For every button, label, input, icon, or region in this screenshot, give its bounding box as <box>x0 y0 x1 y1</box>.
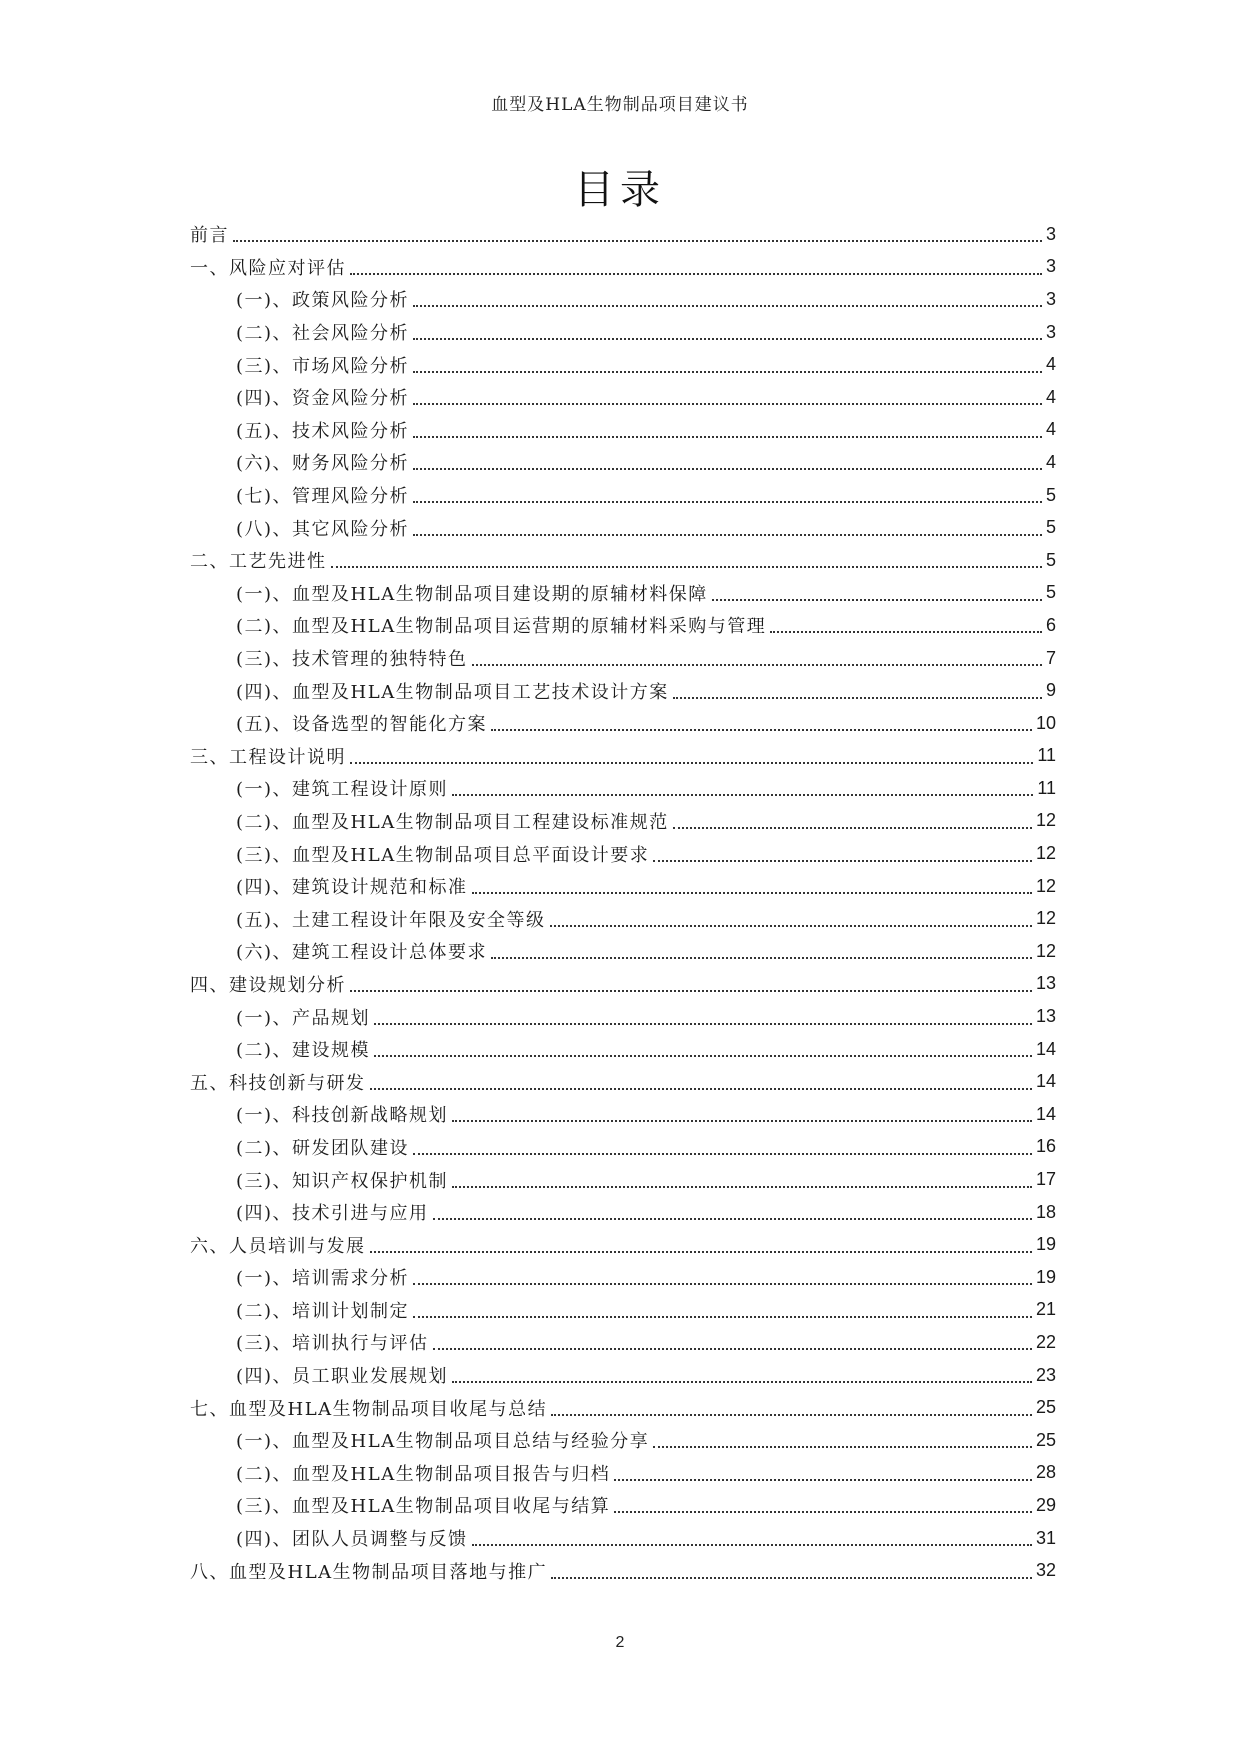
toc-entry-page: 31 <box>1035 1527 1056 1548</box>
toc-entry-page: 6 <box>1045 614 1056 635</box>
toc-entry[interactable] <box>190 707 1056 740</box>
toc-entry-title: (五)、土建工程设计年限及安全等级 <box>236 909 546 931</box>
toc-entry-page: 4 <box>1045 354 1056 375</box>
toc-dot-leader <box>413 468 1042 470</box>
toc-entry[interactable] <box>190 511 1056 544</box>
toc-dot-leader <box>472 892 1032 894</box>
toc-entry-title: (一)、血型及HLA生物制品项目总结与经验分享 <box>236 1431 650 1453</box>
toc-entry-title: 四、建设规划分析 <box>190 974 346 996</box>
toc-entry-title: (一)、产品规划 <box>236 1007 371 1029</box>
toc-dot-leader <box>614 1479 1032 1481</box>
toc-entry-title: (六)、财务风险分析 <box>236 453 410 475</box>
toc-entry[interactable] <box>190 609 1056 642</box>
toc-dot-leader <box>472 664 1042 666</box>
toc-dot-leader <box>491 729 1032 731</box>
toc-dot-leader <box>491 957 1032 959</box>
toc-dot-leader <box>433 1218 1032 1220</box>
toc-dot-leader <box>413 436 1042 438</box>
toc-entry-title: (七)、管理风险分析 <box>236 486 410 508</box>
toc-entry[interactable] <box>190 642 1056 675</box>
toc-entry-page: 25 <box>1035 1429 1056 1450</box>
toc-entry-title: (四)、技术引进与应用 <box>236 1203 429 1225</box>
toc-entry-title: (二)、培训计划制定 <box>236 1300 410 1322</box>
toc-entry-title: (一)、血型及HLA生物制品项目建设期的原辅材料保障 <box>236 583 708 605</box>
toc-dot-leader <box>452 1381 1032 1383</box>
toc-entry-page: 21 <box>1035 1299 1056 1320</box>
toc-entry-title: (三)、知识产权保护机制 <box>236 1170 449 1192</box>
toc-entry-title: (二)、血型及HLA生物制品项目运营期的原辅材料采购与管理 <box>236 616 767 638</box>
toc-dot-leader <box>233 240 1042 242</box>
toc-entry-page: 13 <box>1035 1006 1056 1027</box>
toc-entry-page: 18 <box>1035 1201 1056 1222</box>
toc-entry-page: 3 <box>1045 223 1056 244</box>
toc-entry[interactable] <box>190 577 1056 610</box>
toc-dot-leader <box>413 501 1042 503</box>
toc-entry-page: 4 <box>1045 419 1056 440</box>
toc-dot-leader <box>452 794 1033 796</box>
toc-entry-title: 一、风险应对评估 <box>190 257 346 279</box>
toc-entry-page: 4 <box>1045 451 1056 472</box>
toc-dot-leader <box>350 273 1042 275</box>
toc-entry-title: (三)、血型及HLA生物制品项目收尾与结算 <box>236 1496 611 1518</box>
toc-entry-title: (六)、建筑工程设计总体要求 <box>236 942 488 964</box>
toc-entry-title: 前言 <box>190 225 229 247</box>
toc-dot-leader <box>370 1251 1032 1253</box>
toc-entry-page: 25 <box>1035 1397 1056 1418</box>
toc-entry-page: 29 <box>1035 1494 1056 1515</box>
toc-dot-leader <box>433 1348 1032 1350</box>
toc-entry-title: 七、血型及HLA生物制品项目收尾与总结 <box>190 1398 548 1420</box>
toc-entry-page: 3 <box>1045 321 1056 342</box>
toc-entry[interactable] <box>190 479 1056 512</box>
toc-entry-page: 3 <box>1045 288 1056 309</box>
toc-entry[interactable] <box>190 1522 1056 1555</box>
toc-entry-title: (四)、资金风险分析 <box>236 388 410 410</box>
toc-entry[interactable] <box>190 1261 1056 1294</box>
toc-entry-page: 12 <box>1035 875 1056 896</box>
toc-dot-leader <box>413 371 1042 373</box>
toc-entry[interactable] <box>190 1489 1056 1522</box>
toc-entry[interactable] <box>190 1359 1056 1392</box>
toc-entry[interactable] <box>190 251 1056 284</box>
toc-entry-title: (一)、政策风险分析 <box>236 290 410 312</box>
toc-entry-title: (二)、建设规模 <box>236 1040 371 1062</box>
toc-dot-leader <box>472 1544 1032 1546</box>
toc-entry-page: 12 <box>1035 908 1056 929</box>
toc-entry-page: 23 <box>1035 1364 1056 1385</box>
toc-entry[interactable] <box>190 1098 1056 1131</box>
toc-entry[interactable] <box>190 837 1056 870</box>
toc-entry[interactable] <box>190 1196 1056 1229</box>
toc-dot-leader <box>770 631 1042 633</box>
toc-entry[interactable] <box>190 381 1056 414</box>
toc-entry-page: 11 <box>1037 777 1056 798</box>
toc-entry[interactable] <box>190 740 1056 773</box>
toc-dot-leader <box>350 990 1032 992</box>
toc-dot-leader <box>653 860 1032 862</box>
toc-entry[interactable] <box>190 316 1056 349</box>
toc-dot-leader <box>673 697 1042 699</box>
toc-entry-title: (二)、血型及HLA生物制品项目报告与归档 <box>236 1463 611 1485</box>
table-of-contents <box>190 218 1056 1587</box>
toc-entry-title: (三)、市场风险分析 <box>236 355 410 377</box>
toc-entry[interactable] <box>190 968 1056 1001</box>
toc-entry-title: 三、工程设计说明 <box>190 746 346 768</box>
toc-entry-page: 13 <box>1035 973 1056 994</box>
toc-dot-leader <box>551 1414 1032 1416</box>
toc-dot-leader <box>452 1186 1032 1188</box>
toc-dot-leader <box>413 534 1042 536</box>
toc-entry-title: 五、科技创新与研发 <box>190 1072 366 1094</box>
toc-entry[interactable] <box>190 1326 1056 1359</box>
toc-entry[interactable] <box>190 218 1056 251</box>
toc-entry-title: (五)、技术风险分析 <box>236 420 410 442</box>
toc-entry-page: 14 <box>1035 1071 1056 1092</box>
toc-entry-title: (二)、研发团队建设 <box>236 1137 410 1159</box>
toc-entry[interactable] <box>190 674 1056 707</box>
toc-entry-page: 3 <box>1045 256 1056 277</box>
toc-dot-leader <box>452 1120 1032 1122</box>
toc-entry-title: 八、血型及HLA生物制品项目落地与推广 <box>190 1561 548 1583</box>
toc-entry-page: 28 <box>1035 1462 1056 1483</box>
toc-dot-leader <box>614 1511 1032 1513</box>
toc-entry[interactable] <box>190 348 1056 381</box>
toc-entry[interactable] <box>190 1424 1056 1457</box>
toc-entry-page: 12 <box>1035 843 1056 864</box>
toc-entry-page: 10 <box>1035 712 1056 733</box>
toc-dot-leader <box>374 1023 1032 1025</box>
toc-entry-page: 5 <box>1045 549 1056 570</box>
toc-entry-page: 7 <box>1045 647 1056 668</box>
toc-entry-title: 二、工艺先进性 <box>190 551 327 573</box>
toc-entry-page: 19 <box>1035 1266 1056 1287</box>
toc-entry[interactable] <box>190 544 1056 577</box>
toc-entry-page: 5 <box>1045 582 1056 603</box>
page-number: 2 <box>615 1634 625 1651</box>
toc-entry-title: (五)、设备选型的智能化方案 <box>236 714 488 736</box>
toc-entry-title: (一)、科技创新战略规划 <box>236 1105 449 1127</box>
toc-entry[interactable] <box>190 283 1056 316</box>
toc-entry[interactable] <box>190 446 1056 479</box>
toc-entry-page: 5 <box>1045 517 1056 538</box>
toc-entry-title: (四)、员工职业发展规划 <box>236 1366 449 1388</box>
toc-entry-page: 14 <box>1035 1103 1056 1124</box>
toc-entry-page: 11 <box>1037 745 1056 766</box>
toc-entry[interactable] <box>190 1163 1056 1196</box>
toc-entry[interactable] <box>190 1457 1056 1490</box>
toc-entry[interactable] <box>190 902 1056 935</box>
toc-entry[interactable] <box>190 772 1056 805</box>
toc-dot-leader <box>413 1283 1032 1285</box>
toc-entry-page: 12 <box>1035 810 1056 831</box>
toc-entry-page: 5 <box>1045 484 1056 505</box>
toc-entry[interactable] <box>190 870 1056 903</box>
toc-title: 目录 <box>574 167 666 213</box>
toc-entry[interactable] <box>190 414 1056 447</box>
toc-entry[interactable] <box>190 1065 1056 1098</box>
toc-entry-title: 六、人员培训与发展 <box>190 1235 366 1257</box>
toc-entry-page: 4 <box>1045 386 1056 407</box>
toc-entry-title: (三)、培训执行与评估 <box>236 1333 429 1355</box>
toc-entry-page: 9 <box>1045 680 1056 701</box>
toc-entry-page: 16 <box>1035 1136 1056 1157</box>
toc-entry-page: 17 <box>1035 1169 1056 1190</box>
toc-entry-title: (四)、建筑设计规范和标准 <box>236 877 468 899</box>
toc-dot-leader <box>374 1055 1032 1057</box>
toc-entry[interactable] <box>190 1554 1056 1587</box>
toc-entry-title: (四)、团队人员调整与反馈 <box>236 1529 468 1551</box>
toc-dot-leader <box>551 1577 1032 1579</box>
toc-entry[interactable] <box>190 1131 1056 1164</box>
toc-entry-title: (二)、社会风险分析 <box>236 323 410 345</box>
toc-entry-page: 19 <box>1035 1234 1056 1255</box>
toc-entry-title: (二)、血型及HLA生物制品项目工程建设标准规范 <box>236 811 669 833</box>
toc-dot-leader <box>350 762 1033 764</box>
toc-entry-title: (三)、血型及HLA生物制品项目总平面设计要求 <box>236 844 650 866</box>
toc-entry-title: (三)、技术管理的独特特色 <box>236 649 468 671</box>
toc-entry-title: (八)、其它风险分析 <box>236 518 410 540</box>
toc-entry[interactable] <box>190 1391 1056 1424</box>
toc-dot-leader <box>413 1316 1032 1318</box>
running-header: 血型及HLA生物制品项目建议书 <box>491 95 749 115</box>
toc-entry-title: (一)、培训需求分析 <box>236 1268 410 1290</box>
toc-dot-leader <box>331 566 1042 568</box>
toc-entry-page: 22 <box>1035 1331 1056 1352</box>
toc-entry-page: 14 <box>1035 1038 1056 1059</box>
toc-dot-leader <box>413 338 1042 340</box>
toc-dot-leader <box>413 1153 1032 1155</box>
toc-entry[interactable] <box>190 1033 1056 1066</box>
toc-entry-page: 32 <box>1035 1560 1056 1581</box>
toc-entry-title: (一)、建筑工程设计原则 <box>236 779 449 801</box>
toc-dot-leader <box>673 827 1032 829</box>
toc-dot-leader <box>370 1088 1032 1090</box>
toc-dot-leader <box>712 599 1042 601</box>
toc-dot-leader <box>653 1446 1032 1448</box>
toc-entry-page: 12 <box>1035 940 1056 961</box>
toc-dot-leader <box>413 403 1042 405</box>
toc-dot-leader <box>550 925 1032 927</box>
toc-entry[interactable] <box>190 1228 1056 1261</box>
toc-entry[interactable] <box>190 805 1056 838</box>
toc-dot-leader <box>413 305 1042 307</box>
toc-entry-title: (四)、血型及HLA生物制品项目工艺技术设计方案 <box>236 681 669 703</box>
toc-entry[interactable] <box>190 1294 1056 1327</box>
toc-entry[interactable] <box>190 1000 1056 1033</box>
toc-entry[interactable] <box>190 935 1056 968</box>
